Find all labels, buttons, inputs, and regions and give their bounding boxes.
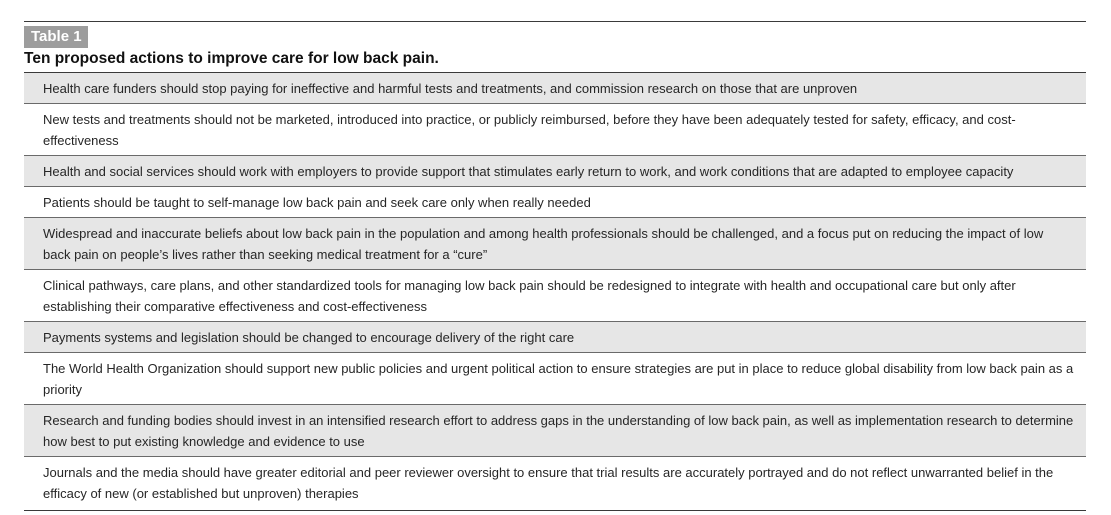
table-row: Payments systems and legislation should be changed to encourage delivery of the right care bbox=[24, 322, 1086, 353]
table-row: Health care funders should stop paying for ineffective and harmful tests and treatments, and commission research on those that are unproven bbox=[24, 73, 1086, 104]
table-row: Health and social services should work with employers to provide support that stimulates early return to work, and work conditions that are adapted to employee capacity bbox=[24, 156, 1086, 187]
table-row: New tests and treatments should not be marketed, introduced into practice, or publicly reimbursed, before they have been adequately tested for safety, efficacy, and cost-effectiveness bbox=[24, 104, 1086, 156]
table-container bbox=[24, 21, 1086, 511]
table-row: Patients should be taught to self-manage low back pain and seek care only when really needed bbox=[24, 187, 1086, 218]
top-rule bbox=[24, 21, 1086, 22]
table-row: Research and funding bodies should invest in an intensified research effort to address gaps in the understanding of low back pain, as well as implementation research to determine how best to put existing knowledge and evidence to use bbox=[24, 405, 1086, 457]
table-label: Table 1 bbox=[24, 26, 88, 48]
table-row: The World Health Organization should support new public policies and urgent political action to ensure strategies are put in place to reduce global disability from low back pain as a priority bbox=[24, 353, 1086, 405]
table-row: Clinical pathways, care plans, and other standardized tools for managing low back pain should be redesigned to integrate with health and occupational care but only after establishing their comparative effectiveness and cost-effectiveness bbox=[24, 270, 1086, 322]
table-row: Journals and the media should have greater editorial and peer reviewer oversight to ensure that trial results are accurately portrayed and do not reflect unwarranted belief in the efficacy of new (or established but unproven) therapies bbox=[24, 457, 1086, 511]
table-caption: Ten proposed actions to improve care for low back pain. bbox=[24, 49, 1086, 73]
table-row: Widespread and inaccurate beliefs about low back pain in the population and among health professionals should be challenged, and a focus put on reducing the impact of low back pain on people’s lives rather than seeking medical treatment for a “cure” bbox=[24, 218, 1086, 270]
table-body bbox=[24, 73, 1086, 511]
